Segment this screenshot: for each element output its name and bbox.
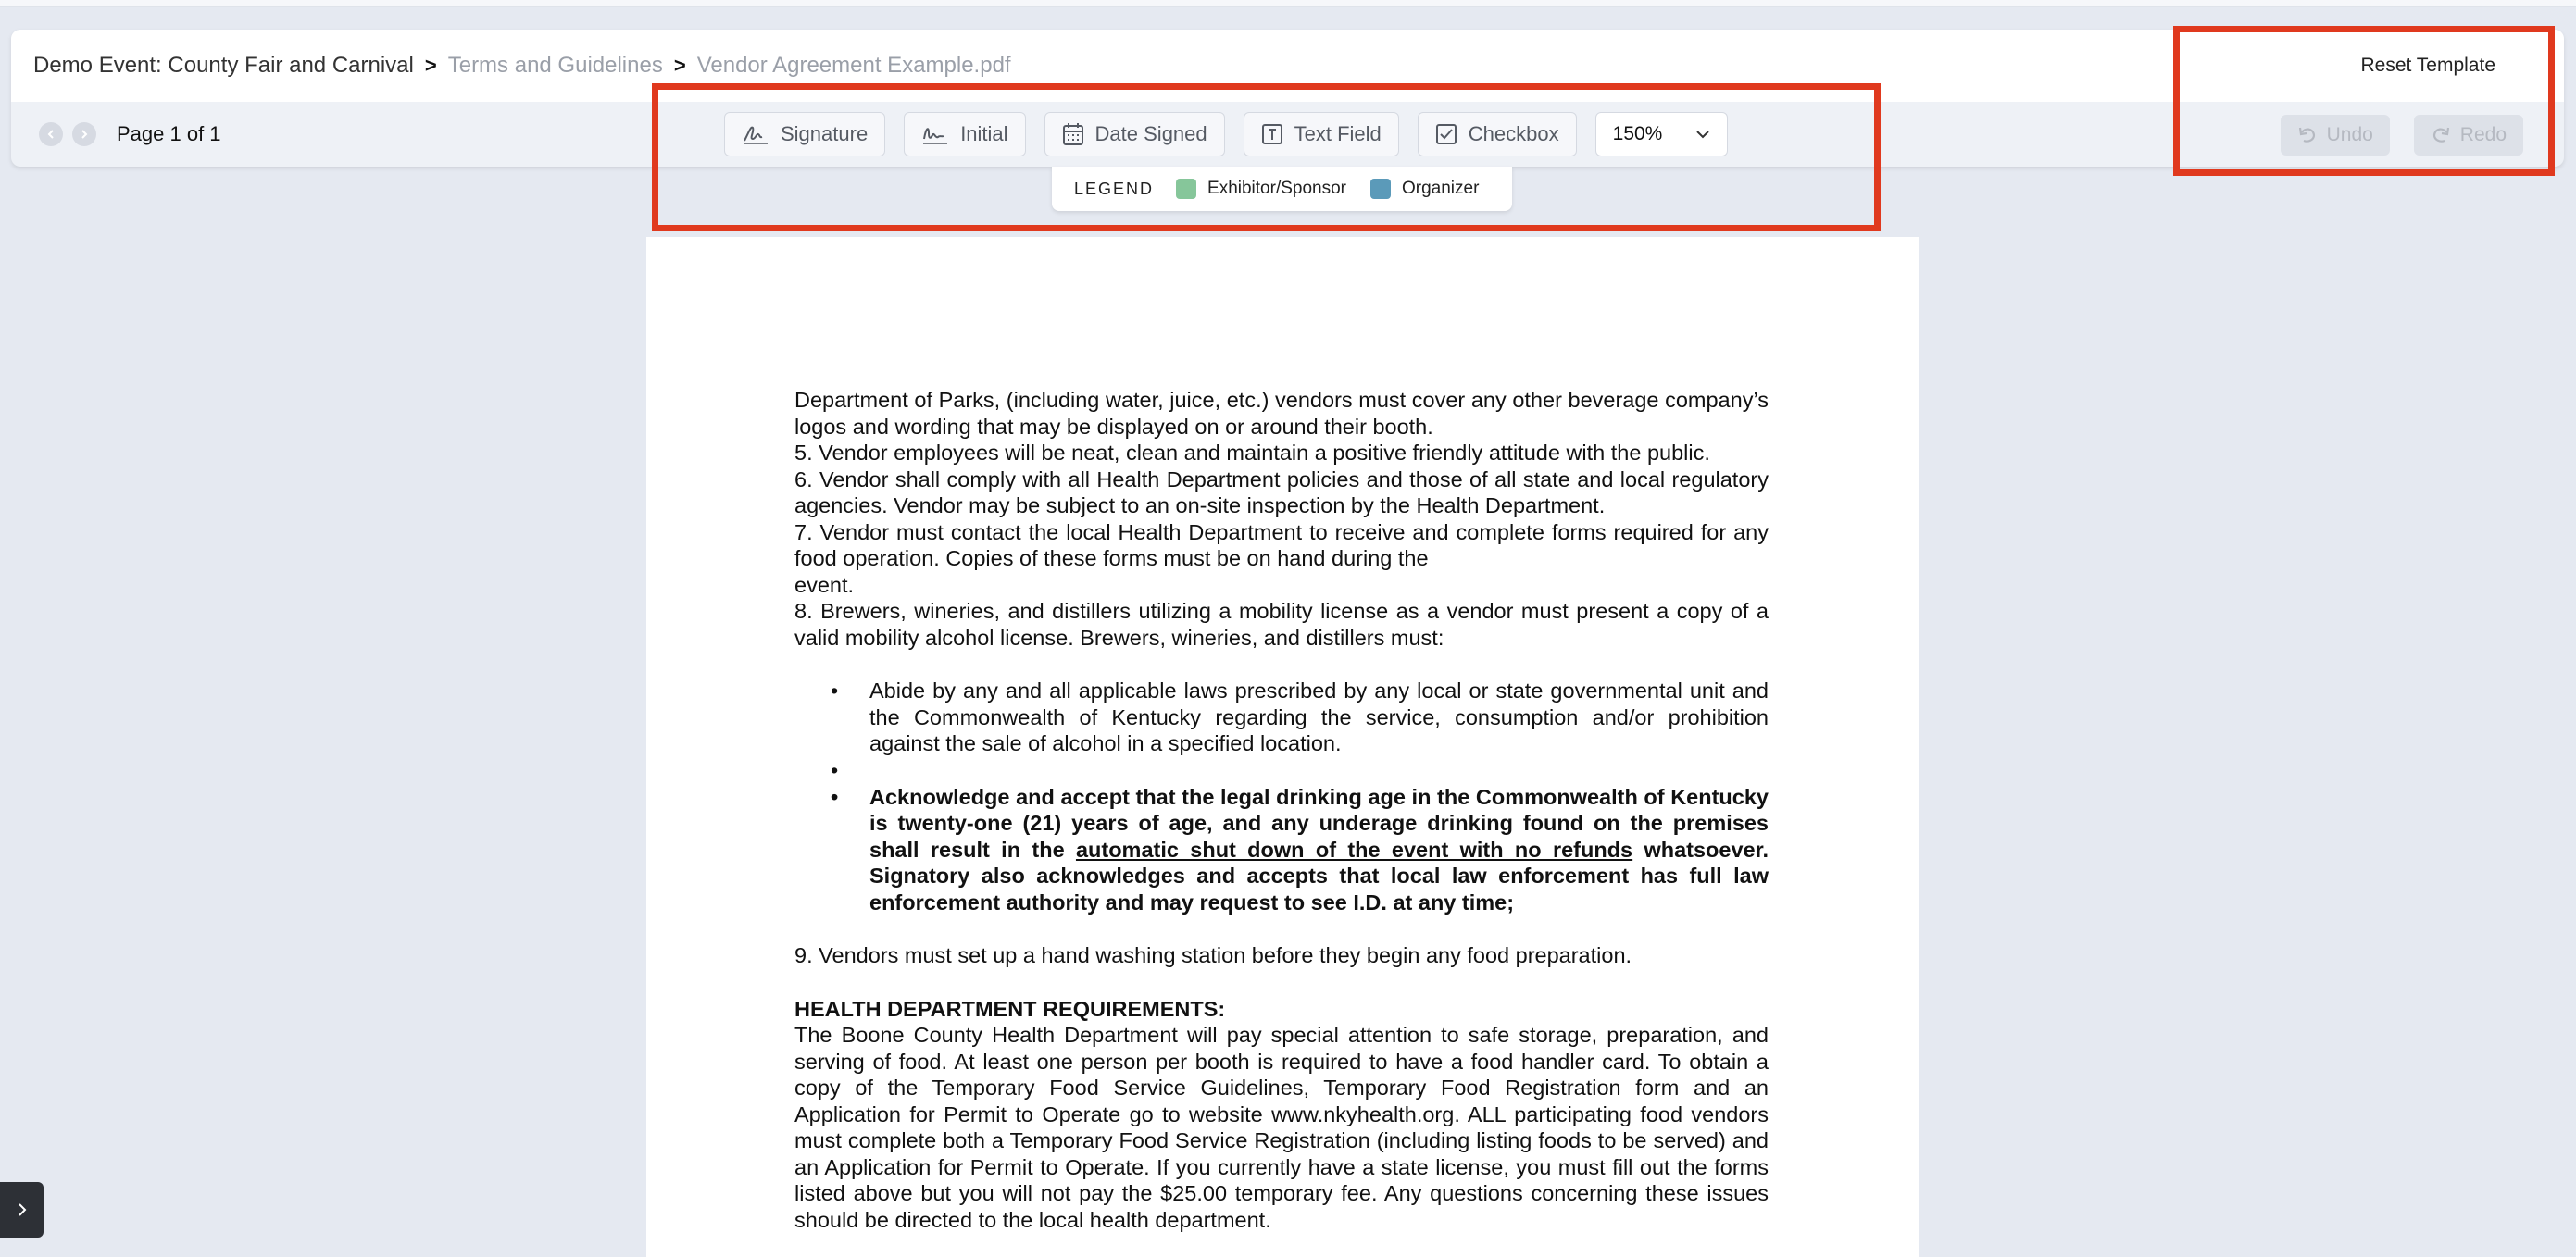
signature-field-button[interactable] <box>724 112 885 156</box>
doc-paragraph: 8. Brewers, wineries, and distillers utilizing a mobility license as a vendor must present a copy of a valid mobility alcohol license. Brewers, wineries, and distillers must: <box>794 599 1769 650</box>
legend-swatch-exhibitor <box>1176 179 1196 199</box>
legend <box>1052 167 1512 211</box>
breadcrumb-file: Vendor Agreement Example.pdf <box>696 53 1011 78</box>
page-indicator: Page 1 of 1 <box>117 122 221 145</box>
header-top-bar <box>11 30 2564 102</box>
field-toolbar <box>724 111 1728 157</box>
legend-label: Exhibitor/Sponsor <box>1207 179 1346 198</box>
chevron-right-icon <box>16 1201 29 1218</box>
doc-paragraph: 6. Vendor shall comply with all Health Department policies and those of all state and local regulatory agencies. Vendor may be subject to an on-site inspection by the Health Department. <box>794 467 1769 517</box>
date-signed-label: Date Signed <box>1094 122 1207 145</box>
bullet-underline-text: automatic shut down of the event with no refunds <box>1075 837 1633 862</box>
chevron-right-icon <box>79 129 90 140</box>
doc-paragraph: 9. Vendors must set up a hand washing station before they begin any food preparation. <box>794 943 1632 967</box>
undo-icon <box>2297 125 2318 145</box>
doc-bullet-bold <box>869 784 1769 916</box>
sidebar-toggle-button[interactable] <box>0 1182 44 1238</box>
signature-label: Signature <box>781 122 869 145</box>
signature-icon <box>742 122 769 146</box>
calendar-icon <box>1062 122 1084 146</box>
zoom-value: 150% <box>1612 123 1663 144</box>
doc-bullet-list <box>869 678 1769 915</box>
doc-paragraph: event. <box>794 572 855 597</box>
doc-bullet: • Abide by any and all applicable laws prescribed by any local or state governmental unit and the Commonwealth of Kentucky regarding the service, consumption and/or prohibition against the sale of alcohol in a specified location. <box>869 678 1769 757</box>
previous-page-button[interactable] <box>39 122 63 146</box>
doc-heading: HEALTH DEPARTMENT REQUIREMENTS: <box>794 996 1226 1021</box>
spacer <box>869 757 1769 784</box>
initial-label: Initial <box>960 122 1008 145</box>
document-header <box>11 30 2564 167</box>
bullet-text: Acknowledge and accept that the legal drinking age in the Commonwealth of Kentucky is twenty-one (21) years of age, and any underage drinking found on the premises shall result in the <box>869 784 1769 862</box>
breadcrumb-event[interactable]: Demo Event: County Fair and Carnival <box>33 53 414 78</box>
undo-label: Undo <box>2326 124 2373 145</box>
reset-template-button[interactable]: Reset Template <box>2360 55 2495 76</box>
redo-icon <box>2431 125 2451 145</box>
date-signed-field-button[interactable] <box>1044 112 1225 156</box>
chevron-left-icon <box>45 129 56 140</box>
doc-paragraph: The Boone County Health Department will pay special attention to safe storage, preparation, and serving of food. At least one person per booth is required to have a food handler card. To obtain a copy of the Temporary Food Service Guidelines, Temporary Food Registration form and an Application for Permit to Operate go to website www.nkyhealth.org. ALL participating food vendors must complete both a Temporary Food Service Registration (including listing foods to be served) and an Application for Permit to Operate. If you currently have a state license, you must fill out the forms listed above but you will not pay the $25.00 temporary fee. Any questions concerning these issues should be directed to the local health department. <box>794 1023 1769 1232</box>
undo-button[interactable] <box>2281 115 2390 156</box>
breadcrumb-separator: > <box>424 54 437 77</box>
redo-button[interactable] <box>2414 115 2523 156</box>
legend-item <box>1370 179 1479 199</box>
legend-label: Organizer <box>1402 179 1480 198</box>
document-text <box>794 387 1769 1233</box>
document-page[interactable] <box>646 237 1919 1257</box>
doc-paragraph: Department of Parks, (including water, juice, etc.) vendors must cover any other beverage company’s logos and wording that may be displayed on or around their booth. <box>794 388 1769 439</box>
legend-item <box>1176 179 1346 199</box>
initial-icon <box>921 122 949 146</box>
top-strip <box>0 0 2576 7</box>
zoom-select[interactable] <box>1595 112 1728 156</box>
text-field-label: Text Field <box>1294 122 1382 145</box>
checkbox-field-button[interactable] <box>1418 112 1577 156</box>
doc-paragraph: 5. Vendor employees will be neat, clean and maintain a positive friendly attitude with the public. <box>794 441 1710 465</box>
redo-label: Redo <box>2459 124 2507 145</box>
chevron-down-icon <box>1695 129 1710 140</box>
breadcrumb-separator: > <box>673 54 686 77</box>
breadcrumb-section[interactable]: Terms and Guidelines <box>447 53 663 78</box>
legend-title: LEGEND <box>1074 179 1155 198</box>
bullet-text: whatsoever. Signatory also acknowledges and accepts that local law enforcement has full law enforcement authority and may request to see I.D. at any time; <box>869 837 1769 915</box>
history-controls <box>2281 115 2523 156</box>
text-field-button[interactable] <box>1244 112 1399 156</box>
next-page-button[interactable] <box>72 122 96 146</box>
checkbox-label: Checkbox <box>1468 122 1559 145</box>
page-navigator <box>39 102 221 167</box>
text-field-icon <box>1261 123 1283 145</box>
breadcrumb <box>33 30 1011 102</box>
checkbox-icon <box>1435 123 1457 145</box>
legend-swatch-organizer <box>1370 179 1391 199</box>
doc-paragraph: 7. Vendor must contact the local Health Department to receive and complete forms required for any food operation. Copies of these forms must be on hand during the <box>794 519 1769 570</box>
initial-field-button[interactable] <box>904 112 1025 156</box>
